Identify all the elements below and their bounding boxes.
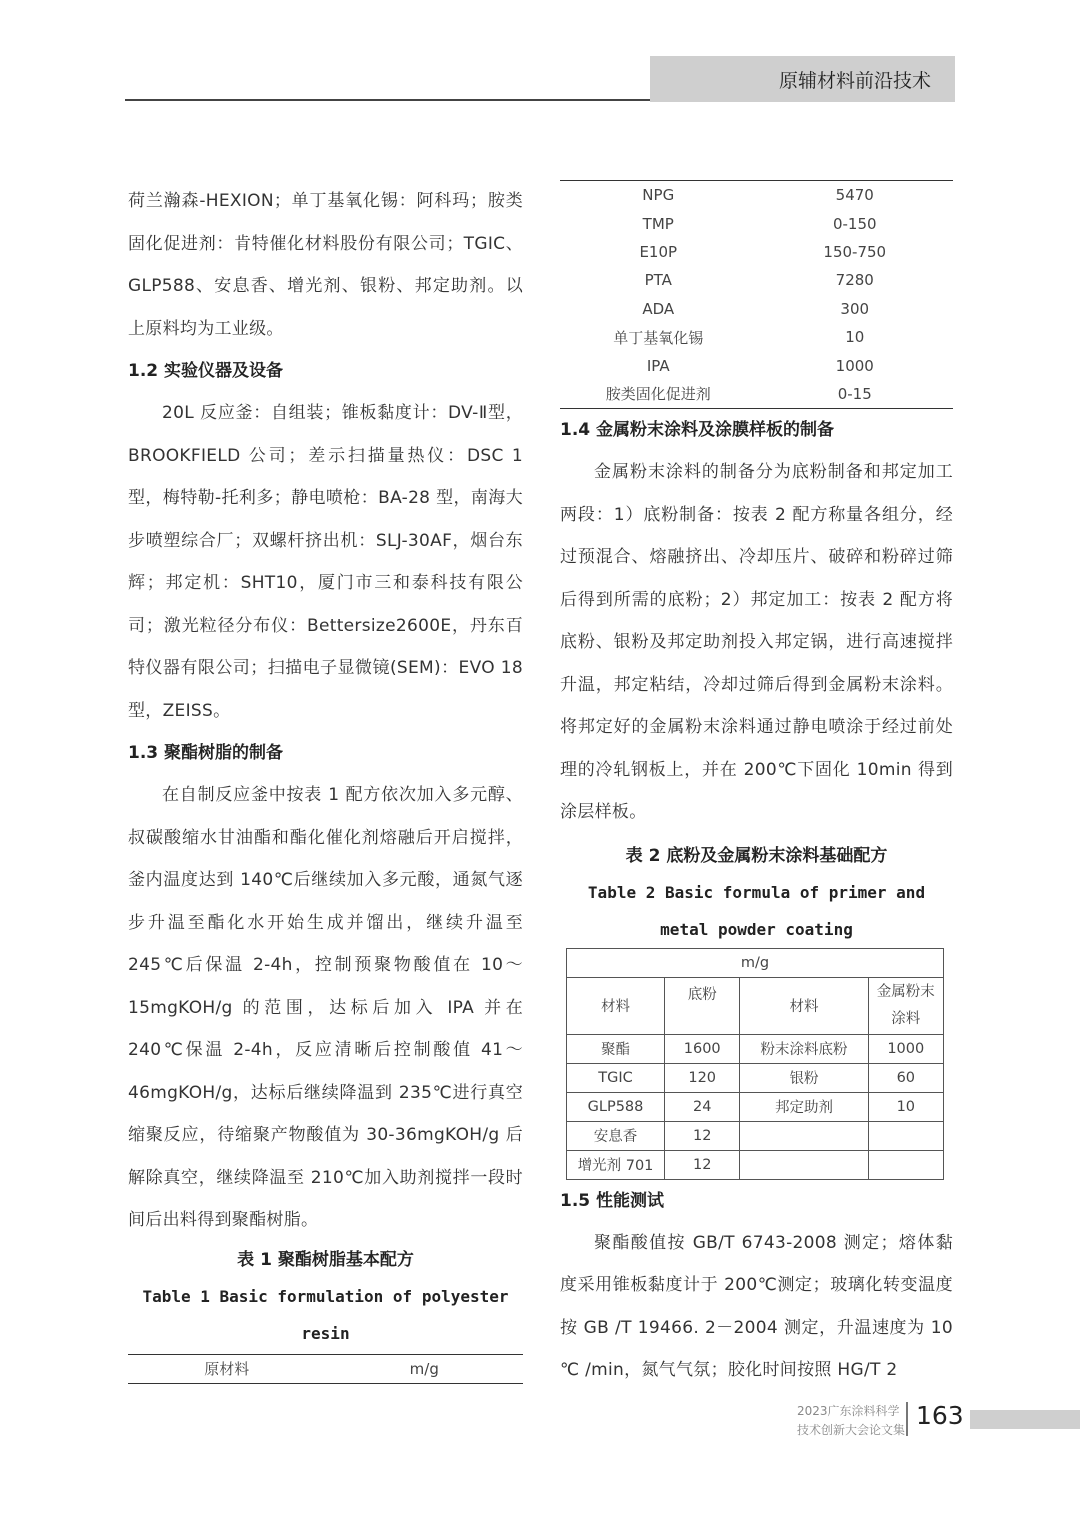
table2-cell bbox=[868, 1150, 943, 1179]
intro-paragraph: 荷兰瀚森-HEXION；单丁基氧化锡：阿科玛；胺类固化促进剂：肯特催化材料股份有限公司；TGIC、GLP588、安息香、增光剂、银粉、邦定助剂。以上原料均为工业级。 bbox=[128, 191, 523, 339]
table-row bbox=[567, 1063, 944, 1092]
footer-bar bbox=[970, 1410, 1080, 1429]
table2-cell bbox=[868, 1121, 943, 1150]
table-row bbox=[560, 266, 953, 294]
table2-header-cell: 材料 bbox=[740, 977, 868, 1034]
section-1-5-title: 1.5 性能测试 bbox=[560, 1190, 665, 1211]
table-row bbox=[567, 1092, 944, 1121]
table2-cell: 24 bbox=[665, 1092, 740, 1121]
table1-cell: E10P bbox=[639, 242, 678, 261]
table2-header-cell: 金属粉末涂料 bbox=[868, 977, 943, 1034]
table1-header-cell: 原材料 bbox=[204, 1360, 250, 1379]
table2-header-cell: 底粉 bbox=[665, 977, 740, 1034]
section-1-3-title: 1.3 聚酯树脂的制备 bbox=[128, 743, 284, 763]
table2-cell bbox=[740, 1121, 868, 1150]
section-1-4-title: 1.4 金属粉末涂料及涂膜样板的制备 bbox=[560, 420, 835, 441]
table-row bbox=[560, 238, 953, 266]
table2-caption-cn: 表 2 底粉及金属粉末涂料基础配方 bbox=[625, 845, 888, 866]
table2-caption-en: Table 2 Basic formula of primer and metal powder coating bbox=[587, 882, 926, 939]
table1-cell: NPG bbox=[642, 186, 675, 205]
footer-proceedings bbox=[797, 1402, 905, 1440]
section-1-5-text: 聚酯酸值按 GB/T 6743-2008 测定；熔体黏度采用锥板黏度计于 200℃测定；玻璃化转变温度按 GB /T 19466. 2－2004 测定，升温速度为 10 ℃ /min，氮气气氛；胶化时间按照 HG/T 2 bbox=[560, 1232, 953, 1381]
table2-cell: GLP588 bbox=[567, 1092, 665, 1121]
table2-cell: 12 bbox=[665, 1121, 740, 1150]
table1-cell: 单丁基氧化锡 bbox=[613, 328, 704, 347]
table1-cell: 7280 bbox=[835, 271, 874, 290]
table1-cell: ADA bbox=[642, 299, 675, 318]
table-row bbox=[567, 977, 944, 1034]
section-1-2-text: 20L 反应釜：自组装；锥板黏度计：DV-Ⅱ型，BROOKFIELD 公司；差示扫描量热仪：DSC 1 型，梅特勒-托利多；静电喷枪：BA-28 型，南海大步喷塑综合厂；双螺杆挤出机：SLJ-30AF，烟台东辉；邦定机：SHT10，厦门市三和泰科技有限公司；激光粒径分布仪：Bettersize2600E，丹东百特仪器有限公司；扫描电子显微镜(SEM)：EVO 18 型，ZEISS。 bbox=[128, 403, 523, 721]
table-row bbox=[567, 1121, 944, 1150]
table1-cell: PTA bbox=[644, 271, 672, 290]
table2-cell: TGIC bbox=[567, 1063, 665, 1092]
table2-cell: 1000 bbox=[868, 1034, 943, 1063]
table1-cell: 5470 bbox=[835, 186, 874, 205]
section-1-3-text: 在自制反应釜中按表 1 配方依次加入多元醇、叔碳酸缩水甘油酯和酯化催化剂熔融后开启搅拌，釜内温度达到 140℃后继续加入多元酸，通氮气逐步升温至酯化水开始生成并馏出，继续升温至 245℃后保温 2-4h，控制预聚物酸值在 10～15mgKOH/g 的范围，达标后加入 IPA 并在 240℃保温 2-4h，反应清晰后控制酸值 41～46mgKOH/g，达标后继续降温到 235℃进行真空缩聚反应，待缩聚产物酸值为 30-36mgKOH/g 后解除真空，继续降温至 210℃加入助剂搅拌一段时间后出料得到聚酯树脂。 bbox=[128, 785, 523, 1230]
section-1-4-text: 金属粉末涂料的制备分为底粉制备和邦定加工两段：1）底粉制备：按表 2 配方称量各组分，经过预混合、熔融挤出、冷却压片、破碎和粉碎过筛后得到所需的底粉；2）邦定加工：按表 2 配方将底粉、银粉及邦定助剂投入邦定锅，进行高速搅拌升温，邦定粘结，冷却过筛后得到金属粉末涂料。将邦定好的金属粉末涂料通过静电喷涂于经过前处理的冷轧钢板上，并在 200℃下固化 10min 得到涂层样板。 bbox=[560, 462, 953, 823]
table2 bbox=[566, 948, 944, 1180]
table2-cell: 12 bbox=[665, 1150, 740, 1179]
table1-cell: 胺类固化促进剂 bbox=[605, 385, 711, 404]
table-row bbox=[560, 295, 953, 323]
footer-line-2: 技术创新大会论文集 bbox=[797, 1423, 906, 1437]
table-row bbox=[560, 351, 953, 379]
table1-cell: 0-15 bbox=[837, 384, 872, 403]
page-number: 163 bbox=[916, 1401, 964, 1430]
header-section-title: 原辅材料前沿技术 bbox=[650, 56, 955, 102]
table2-cell: 聚酯 bbox=[567, 1034, 665, 1063]
table1-header-cell: m/g bbox=[409, 1359, 439, 1378]
table-row bbox=[567, 1034, 944, 1063]
right-column bbox=[560, 180, 953, 1392]
table-row bbox=[560, 181, 953, 210]
table1-header bbox=[128, 1354, 523, 1384]
table2-cell: 增光剂 701 bbox=[567, 1150, 665, 1179]
footer-separator bbox=[906, 1402, 908, 1436]
table1-cell: 10 bbox=[845, 328, 865, 347]
table-row bbox=[560, 380, 953, 409]
section-1-2-title: 1.2 实验仪器及设备 bbox=[128, 361, 284, 381]
table1-cell: 300 bbox=[840, 299, 870, 318]
table2-cell: 银粉 bbox=[740, 1063, 868, 1092]
table-row bbox=[560, 323, 953, 351]
table1-body bbox=[560, 180, 953, 409]
left-column bbox=[128, 180, 523, 1384]
table2-cell: 邦定助剂 bbox=[740, 1092, 868, 1121]
footer-line-1: 2023广东涂料科学 bbox=[797, 1404, 900, 1418]
table2-header-cell: 材料 bbox=[567, 977, 665, 1034]
table1-cell: 1000 bbox=[835, 356, 874, 375]
table1-caption-cn: 表 1 聚酯树脂基本配方 bbox=[237, 1249, 414, 1270]
table2-unit-cell: m/g bbox=[567, 948, 944, 977]
table2-cell: 1600 bbox=[665, 1034, 740, 1063]
header-rule bbox=[125, 99, 650, 101]
table1-cell: IPA bbox=[646, 356, 670, 375]
table2-cell: 安息香 bbox=[567, 1121, 665, 1150]
table-row bbox=[567, 1150, 944, 1179]
table-row bbox=[567, 948, 944, 977]
table2-cell: 10 bbox=[868, 1092, 943, 1121]
table1-caption-en: Table 1 Basic formulation of polyester resin bbox=[142, 1286, 509, 1343]
table-row bbox=[560, 209, 953, 237]
table1-cell: 0-150 bbox=[832, 214, 877, 233]
table2-cell: 120 bbox=[665, 1063, 740, 1092]
table1-cell: 150-750 bbox=[823, 242, 887, 261]
table2-cell bbox=[740, 1150, 868, 1179]
table1-cell: TMP bbox=[642, 214, 674, 233]
table2-cell: 60 bbox=[868, 1063, 943, 1092]
table2-cell: 粉末涂料底粉 bbox=[740, 1034, 868, 1063]
